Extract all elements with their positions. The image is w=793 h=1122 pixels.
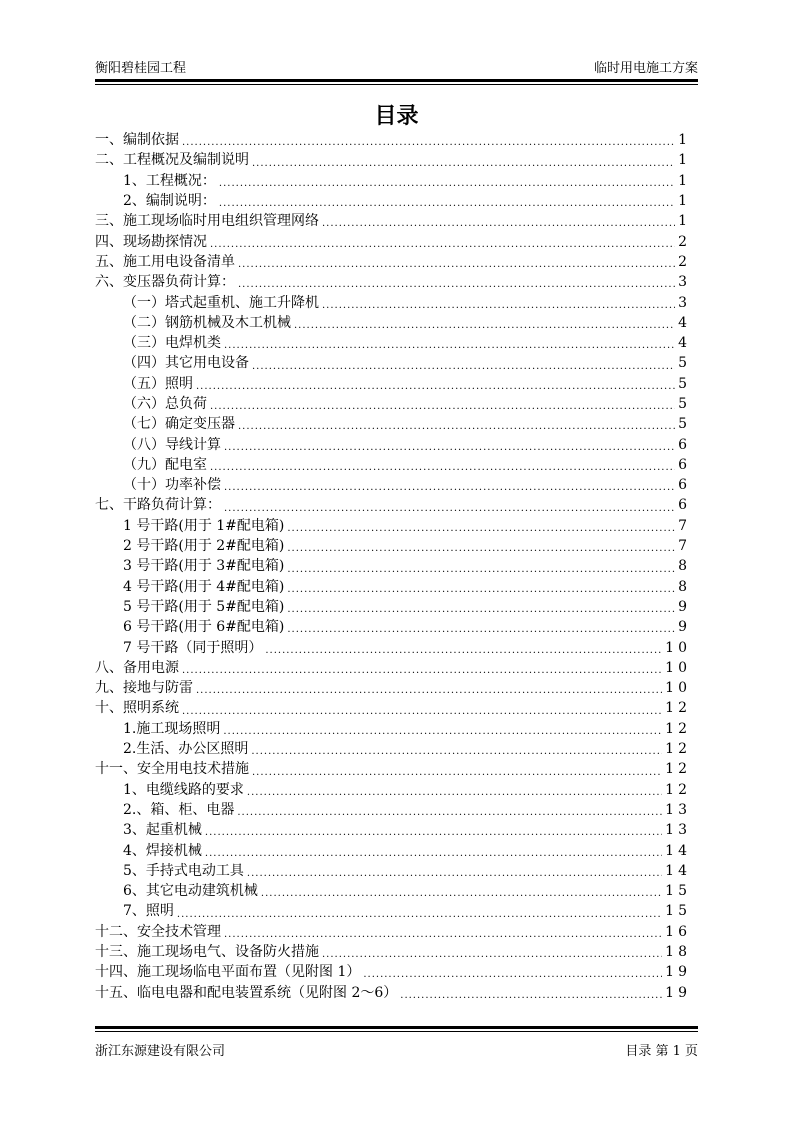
toc-entry-title: 2、编制说明： xyxy=(123,193,216,210)
toc-dot-leader xyxy=(238,258,675,272)
toc-entry-title: （四）其它用电设备 xyxy=(123,355,249,372)
toc-entry-title: 5、手持式电动工具 xyxy=(123,862,244,879)
toc-entry[interactable] xyxy=(95,942,691,962)
toc-entry[interactable] xyxy=(95,962,691,982)
toc-dot-leader xyxy=(252,360,675,374)
toc-entry-title: 1、工程概况： xyxy=(123,172,216,189)
toc-entry-page: 13 xyxy=(665,801,691,818)
toc-entry-page: 1 xyxy=(678,193,691,210)
toc-entry-page: 14 xyxy=(665,862,691,879)
header-project-name: 衡阳碧桂园工程 xyxy=(95,61,187,76)
toc-entry[interactable] xyxy=(95,617,691,637)
toc-entry[interactable] xyxy=(95,536,691,556)
toc-entry-title: （二）钢筋机械及木工机械 xyxy=(123,314,291,331)
toc-entry-title: 十五、临电电器和配电装置系统（见附图 2～6） xyxy=(95,984,398,1001)
toc-dot-leader xyxy=(182,136,675,150)
toc-entry-title: 十四、施工现场临电平面布置（见附图 1） xyxy=(95,964,361,981)
toc-entry-title: 五、施工用电设备清单 xyxy=(95,253,235,270)
toc-entry-title: 八、备用电源 xyxy=(95,659,179,676)
toc-entry-title: 3 号干路(用于 3#配电箱) xyxy=(123,558,285,575)
toc-dot-leader xyxy=(252,157,675,171)
footer-rule-thin xyxy=(95,1031,698,1032)
toc-entry-title: （三）电焊机类 xyxy=(123,335,221,352)
toc-entry-page: 1 xyxy=(678,213,691,230)
toc-dot-leader xyxy=(287,542,675,556)
toc-entry[interactable] xyxy=(95,901,691,921)
toc-entry-title: 七、干路负荷计算： xyxy=(95,497,221,514)
toc-entry-title: 2.、箱、柜、电器 xyxy=(123,801,235,818)
toc-entry-title: （六）总负荷 xyxy=(123,396,207,412)
toc-dot-leader xyxy=(219,177,675,191)
toc-entry[interactable] xyxy=(95,597,691,617)
toc-entry[interactable] xyxy=(95,272,691,292)
toc-dot-leader xyxy=(237,806,662,820)
toc-entry[interactable] xyxy=(95,292,691,312)
toc-entry-page: 6 xyxy=(678,456,691,473)
toc-dot-leader xyxy=(322,948,662,962)
toc-dot-leader xyxy=(287,623,675,637)
toc-entry-title: 九、接地与防雷 xyxy=(95,680,193,697)
toc-entry-title: 3、起重机械 xyxy=(123,822,202,839)
footer-page-label: 目录 第 1 页 xyxy=(625,1044,698,1059)
toc-dot-leader xyxy=(224,339,675,353)
toc-entry-page: 9 xyxy=(678,619,691,636)
toc-dot-leader xyxy=(322,217,675,231)
toc-entry[interactable] xyxy=(95,150,691,170)
toc-entry[interactable] xyxy=(95,759,691,779)
toc-entry[interactable] xyxy=(95,495,691,515)
toc-entry-page: 14 xyxy=(665,842,691,859)
toc-dot-leader xyxy=(363,968,662,982)
toc-dot-leader xyxy=(196,684,662,698)
toc-entry-title: 6、其它电动建筑机械 xyxy=(123,883,258,900)
toc-dot-leader xyxy=(252,766,662,780)
toc-entry-title: 1 号干路(用于 1#配电箱) xyxy=(123,517,285,534)
toc-dot-leader xyxy=(265,644,662,658)
toc-entry-page: 19 xyxy=(665,964,691,981)
toc-entry-page: 18 xyxy=(665,944,691,961)
footer-rule-thick xyxy=(95,1026,698,1029)
toc-entry-title: 7 号干路（同于照明） xyxy=(123,639,263,656)
toc-entry[interactable] xyxy=(95,333,691,353)
toc-entry-title: 1.施工现场照明 xyxy=(123,720,221,737)
toc-entry[interactable] xyxy=(95,719,691,739)
toc-entry-page: 7 xyxy=(678,517,691,534)
toc-entry[interactable] xyxy=(95,231,691,251)
toc-entry-page: 12 xyxy=(665,741,691,758)
toc-entry[interactable] xyxy=(95,414,691,434)
page-header xyxy=(95,57,698,76)
toc-entry-page: 10 xyxy=(665,639,691,656)
toc-entry-page: 2 xyxy=(678,233,691,250)
toc-entry-page: 5 xyxy=(678,375,691,392)
toc-entry-title: （九）配电室 xyxy=(123,456,207,473)
toc-entry[interactable] xyxy=(95,374,691,394)
toc-entry-page: 10 xyxy=(665,659,691,676)
toc-entry-page: 4 xyxy=(678,314,691,331)
toc-entry-title: 二、工程概况及编制说明 xyxy=(95,152,249,169)
toc-entry-title: 一、编制依据 xyxy=(95,132,179,149)
toc-entry[interactable] xyxy=(95,577,691,597)
toc-entry[interactable] xyxy=(95,800,691,820)
toc-entry-title: 十二、安全技术管理 xyxy=(95,923,221,940)
footer-company-name: 浙江东源建设有限公司 xyxy=(95,1044,226,1059)
toc-entry[interactable] xyxy=(95,861,691,881)
toc-dot-leader xyxy=(196,380,675,394)
toc-entry-title: 2.生活、办公区照明 xyxy=(123,741,249,758)
toc-entry-page: 2 xyxy=(678,253,691,270)
toc-entry-page: 13 xyxy=(665,822,691,839)
toc-entry-page: 6 xyxy=(678,497,691,514)
toc-dot-leader xyxy=(182,705,662,719)
toc-entry[interactable] xyxy=(95,881,691,901)
toc-entry-page: 12 xyxy=(665,761,691,778)
toc-entry[interactable] xyxy=(95,313,691,333)
toc-entry-title: 5 号干路(用于 5#配电箱) xyxy=(123,598,285,615)
toc-entry-title: （一）塔式起重机、施工升降机 xyxy=(123,294,319,311)
toc-entry-title: 十三、施工现场电气、设备防火措施 xyxy=(95,944,319,961)
toc-dot-leader xyxy=(205,826,662,840)
toc-dot-leader xyxy=(261,887,662,901)
toc-dot-leader xyxy=(224,481,675,495)
toc-entry-page: 15 xyxy=(665,883,691,900)
toc-dot-leader xyxy=(238,278,675,292)
toc-entry-title: 7、照明 xyxy=(123,903,174,920)
toc-entry-page: 5 xyxy=(678,416,691,433)
toc-entry[interactable] xyxy=(95,658,691,678)
toc-entry-title: （五）照明 xyxy=(123,375,193,392)
toc-entry[interactable] xyxy=(95,516,691,536)
toc-entry-title: 六、变压器负荷计算： xyxy=(95,274,235,291)
toc-dot-leader xyxy=(219,197,675,211)
toc-entry-title: 三、施工现场临时用电组织管理网络 xyxy=(95,213,319,230)
toc-entry-page: 4 xyxy=(678,335,691,352)
toc-entry-page: 12 xyxy=(665,700,691,717)
toc-entry-title: （十）功率补偿 xyxy=(123,477,221,494)
toc-entry[interactable] xyxy=(95,475,691,495)
toc-entry[interactable] xyxy=(95,637,691,657)
toc-entry-page: 15 xyxy=(665,903,691,920)
toc-entry[interactable] xyxy=(95,780,691,800)
toc-entry-title: 1、电缆线路的要求 xyxy=(123,781,244,798)
toc-dot-leader xyxy=(224,928,662,942)
toc-entry[interactable] xyxy=(95,556,691,576)
toc-entry-page: 19 xyxy=(665,984,691,1001)
toc-dot-leader xyxy=(210,400,675,414)
toc-dot-leader xyxy=(247,867,662,881)
toc-entry-page: 3 xyxy=(678,274,691,291)
toc-entry-page: 9 xyxy=(678,598,691,615)
toc-dot-leader xyxy=(210,461,675,475)
header-document-title: 临时用电施工方案 xyxy=(593,61,698,76)
toc-entry[interactable] xyxy=(95,394,691,414)
toc-entry-page: 8 xyxy=(678,578,691,595)
header-rule-thin xyxy=(95,84,698,85)
toc-dot-leader xyxy=(287,522,675,536)
toc-entry[interactable] xyxy=(95,739,691,759)
toc-entry-page: 3 xyxy=(678,294,691,311)
toc-entry-page: 6 xyxy=(678,477,691,494)
toc-entry-page: 8 xyxy=(678,558,691,575)
toc-entry-page: 12 xyxy=(665,781,691,798)
toc-dot-leader xyxy=(238,420,675,434)
toc-title: 目录 xyxy=(374,103,419,129)
toc-dot-leader xyxy=(287,563,675,577)
toc-dot-leader xyxy=(210,238,675,252)
toc-entry[interactable] xyxy=(95,840,691,860)
toc-dot-leader xyxy=(177,908,662,922)
toc-entry-page: 12 xyxy=(665,720,691,737)
toc-entry-page: 6 xyxy=(678,436,691,453)
toc-entry[interactable] xyxy=(95,130,691,150)
toc-entry-page: 1 xyxy=(678,152,691,169)
toc-entry[interactable] xyxy=(95,455,691,475)
toc-entry-title: 十一、安全用电技术措施 xyxy=(95,761,249,778)
toc-dot-leader xyxy=(224,441,675,455)
toc-entry-title: 4、焊接机械 xyxy=(123,842,202,859)
toc-entry-title: 6 号干路(用于 6#配电箱) xyxy=(123,619,285,636)
toc-dot-leader xyxy=(400,989,662,1003)
toc-entry-title: （七）确定变压器 xyxy=(123,416,235,433)
toc-entry-page: 7 xyxy=(678,538,691,555)
table-of-contents xyxy=(95,130,691,1003)
toc-entry[interactable] xyxy=(95,171,691,191)
toc-entry-title: （八）导线计算 xyxy=(123,436,221,453)
toc-entry-page: 16 xyxy=(665,923,691,940)
toc-entry-page: 10 xyxy=(665,680,691,697)
toc-entry-title: 十、照明系统 xyxy=(95,700,179,717)
toc-entry[interactable] xyxy=(95,434,691,454)
toc-entry[interactable] xyxy=(95,252,691,272)
toc-dot-leader xyxy=(224,502,675,516)
toc-entry[interactable] xyxy=(95,353,691,373)
toc-dot-leader xyxy=(294,319,675,333)
toc-dot-leader xyxy=(205,847,662,861)
toc-entry[interactable] xyxy=(95,820,691,840)
toc-dot-leader xyxy=(287,583,675,597)
toc-dot-leader xyxy=(287,603,675,617)
toc-entry[interactable] xyxy=(95,698,691,718)
toc-entry-page: 5 xyxy=(678,355,691,372)
toc-entry[interactable] xyxy=(95,982,691,1002)
page-footer xyxy=(95,1040,698,1059)
toc-entry-page: 5 xyxy=(678,396,691,412)
toc-entry-title: 2 号干路(用于 2#配电箱) xyxy=(123,538,285,555)
toc-entry[interactable] xyxy=(95,678,691,698)
toc-dot-leader xyxy=(182,664,662,678)
toc-entry-page: 1 xyxy=(678,172,691,189)
toc-entry[interactable] xyxy=(95,211,691,231)
toc-entry-page: 1 xyxy=(678,132,691,149)
toc-entry[interactable] xyxy=(95,922,691,942)
toc-entry-title: 四、现场勘探情况 xyxy=(95,233,207,250)
toc-dot-leader xyxy=(247,786,662,800)
toc-entry[interactable] xyxy=(95,191,691,211)
toc-dot-leader xyxy=(223,725,662,739)
toc-entry-title: 4 号干路(用于 4#配电箱) xyxy=(123,578,285,595)
toc-dot-leader xyxy=(322,299,675,313)
toc-dot-leader xyxy=(251,745,662,759)
header-rule-thick xyxy=(95,79,698,82)
